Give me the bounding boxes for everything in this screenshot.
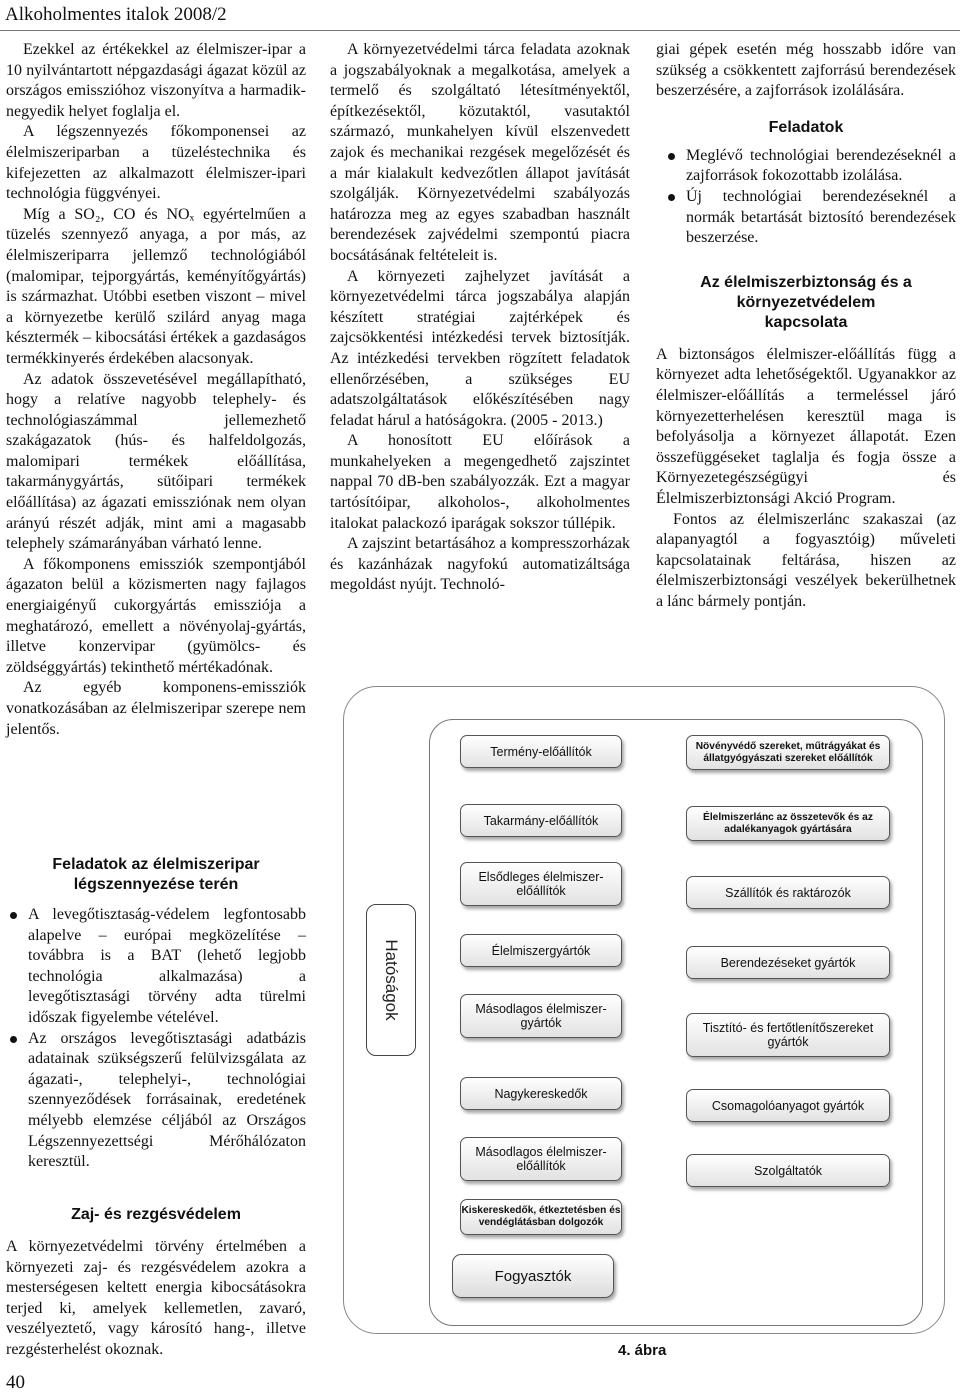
air-tasks-title: Feladatok az élelmiszeripar légszennyezése terén: [52, 856, 260, 893]
column-2: [330, 40, 630, 596]
chain-node: Csomagolóanyagot gyártók: [686, 1089, 890, 1122]
col1-paragraph: Ezekkel az értékekkel az élelmiszer-ipar a 10 nyilvántartott népgazdasági ágazat közül az országos emisszióhoz viszonyítva a harmadik-negyedik helyet foglalja el.: [6, 41, 306, 120]
col1-paragraph: Míg a SO₂, CO és NOₓ egyértelműen a tüzelés szennyező anyaga, a por más, az élelmiszeriparra jellemző technológiából (malomipar, tejporgyártás, keményítőgyártás) is származhat. Utóbbi esetben viszont – mivel a környezetbe kerülő szilárd anyag maga késztermék – kibocsátási értékek a gazdaságos termékkinyerés érdekében alacsonyak.: [6, 205, 306, 367]
figure-caption: 4. ábra: [618, 1342, 667, 1359]
chain-node: Berendezéseket gyártók: [686, 946, 890, 979]
chain-node: Szolgáltatók: [686, 1154, 890, 1187]
noise-section-title: Zaj- és rezgésvédelem: [71, 1206, 241, 1223]
bullet-icon: [668, 153, 675, 160]
air-tasks-box: [6, 855, 306, 1173]
col3-paragraph: Fontos az élelmiszerlánc szakaszai (az alapanyagtól a fogyasztóig) műveleti kapcsolatainak feltárása, hiszen az élelmiszerbiztonsági veszélyek bekerülhetnek a lánc bármely pontján.: [656, 510, 956, 610]
section-title: Az élelmiszerbiztonság és a környezetvédelem kapcsolata: [700, 273, 912, 331]
col1-paragraph: Az adatok összevetésével megállapítható, hogy a relatíve nagyobb telephely- és technológiaszámmal jellemezhető szakágazatok (hús- és halfeldolgozás, malomipari termékek előállítása, takarmánygyártás, sütőipari termékek előállítása) az ágazati emissziónak nem olyan arányú részét adják, mint ami a magasabb telephely számarányában várható lenne.: [6, 370, 306, 553]
authorities-box: [366, 904, 416, 1056]
list-item: [664, 146, 956, 187]
chain-node: Élelmiszergyártók: [460, 934, 622, 967]
air-tasks-list: [6, 905, 306, 1173]
running-header: [0, 0, 960, 31]
col3-paragraph: A biztonságos élelmiszer-előállítás függ a környezet adta lehetőségektől. Ugyanakkor az élelmiszer-előállítás a termeléssel járó környezetterhelésen keresztül maga is befolyásolja a környezet állapotát. Ezen összefüggéseket taglalja és fogja össze a Környezetegészségügyi és Élelmiszerbiztonsági Akció Program.: [656, 345, 956, 507]
list-item-text: A levegőtisztaság-védelem legfontosabb alapelve – európai megközelítése – továbbra is a BAT (lehető legjobb technológia alkalmazása) a levegőtisztasági törvény adta türelmi időszak figyelembe vételével.: [28, 906, 306, 1026]
tasks-title: Feladatok: [768, 118, 844, 136]
tasks-list: [656, 146, 956, 249]
chain-node: Élelmiszerlánc az összetevők és az adalékanyagok gyártására: [686, 806, 890, 841]
list-item: [6, 1029, 306, 1173]
col1-paragraph: A légszennyezés főkomponensei az élelmiszeriparban a tüzeléstechnika és kifejezetten az alkalmazott élelmiszer-ipari technológia függvényei.: [6, 123, 306, 203]
journal-title: Alkoholmentes italok 2008/2: [5, 4, 227, 25]
list-item-text: Az országos levegőtisztasági adatbázis adatainak szükségszerű felülvizsgálata az ágazati-, telephelyi-, technológiai szennyeződések forrásainak, eredetének mélyebb elemzése céljából az Országos Légszennyezettségi Mérőhálózaton keresztül.: [28, 1029, 306, 1171]
col2-paragraph: A honosított EU előírások a munkahelyeken a megengedhető zajszintet nappal 70 dB-ben szabályozzák. Ezt a magyar tartósítóipar, alkoholos-, alkoholmentes italokat palackozó iparágak sokszor túllépik.: [330, 432, 630, 532]
chain-node: Tisztító- és fertőtlenítőszereket gyártók: [686, 1013, 890, 1057]
bullet-icon: [10, 912, 17, 919]
col2-paragraph: A zajszint betartásához a kompresszorházak és kazánházak nagyfokú automatizáltsága megoldást nyújt. Technoló-: [330, 535, 630, 594]
list-item-text: Meglévő technológiai berendezéseknél a zajforrások fokozottabb izolálása.: [686, 146, 956, 185]
column-1: [6, 40, 306, 740]
list-item: [6, 905, 306, 1029]
page-number: 40: [6, 1372, 25, 1393]
col2-paragraph: A környezeti zajhelyzet javítását a környezetvédelmi tárca jogszabálya alapján készített stratégiai zajtérképek és zajcsökkentési intézkedési tervek biztosítják. Az intézkedési tervekben rögzített feladatok ellenőrzésében, a szükséges EU adatszolgáltatások előkészítésében nagy feladat hárul a hatóságokra. (2005 - 2013.): [330, 267, 630, 429]
chain-node: Szállítók és raktározók: [686, 876, 890, 909]
chain-node: Nagykereskedők: [460, 1077, 622, 1110]
column-3: [656, 40, 956, 612]
col1-paragraph: Az egyéb komponens-emissziók vonatkozásában az élelmiszeripar szerepe nem jelentős.: [6, 679, 306, 738]
list-item: [664, 187, 956, 249]
col3-paragraph: giai gépek esetén még hosszabb időre van szükség a csökkentett zajforrású berendezések beszerzésére, a zajforrások izolálására.: [656, 41, 956, 100]
chain-node: Kiskereskedők, étkeztetésben és vendéglátásban dolgozók: [460, 1199, 622, 1235]
food-chain-diagram: [343, 686, 960, 1336]
col2-paragraph: A környezetvédelmi tárca feladata azoknak a jogszabályoknak a megalkotása, amelyek a termelő és szolgáltató létesítményektől, építkezésektől, közutaktól, vasutaktól származó, munkahelyen kívül elszenvedett zajok és mechanikai rezgések megelőzését és a már kialakult kedvezőtlen állapot javítását szolgálják. Környezetvédelmi szabályozás határozza meg az egyes szabadban használt berendezések zajvédelmi szempontú piacra bocsátásának feltételeit is.: [330, 41, 630, 264]
noise-section: [6, 1205, 306, 1361]
chain-node: Termény-előállítók: [460, 735, 622, 768]
chain-node: Másodlagos élelmiszer-gyártók: [460, 994, 622, 1038]
consumer-node: Fogyasztók: [452, 1254, 614, 1298]
bullet-icon: [10, 1036, 17, 1043]
noise-paragraph: A környezetvédelmi törvény értelmében a környezeti zaj- és rezgésvédelem azokra a mesterségesen keltett energia kibocsátásokra terjed ki, amelyek kellemetlen, zavaró, veszélyeztető, vagy károsító hang-, illetve rezgésterhelést okoznak.: [6, 1238, 306, 1358]
chain-node: Takarmány-előállítók: [460, 804, 622, 837]
bullet-icon: [668, 194, 675, 201]
list-item-text: Új technológiai berendezéseknél a normák betartását biztosító berendezések beszerzése.: [686, 187, 956, 247]
chain-node: Növényvédő szereket, műtrágyákat és állatgyógyászati szereket előállítók: [686, 735, 890, 770]
chain-node: Elsődleges élelmiszer-előállítók: [460, 862, 622, 906]
authorities-label: Hatóságok: [382, 939, 401, 1021]
chain-node: Másodlagos élelmiszer-előállítók: [460, 1137, 622, 1181]
col1-paragraph: A főkomponens emissziók szempontjából ágazaton belül a közismerten nagy fajlagos energiaigényű cukorgyártás emissziója a meghatározó, emellett a növényolaj-gyártás, illetve konzervipar (gyümölcs- és zöldséggyártás) tekinthető mértékadónak.: [6, 555, 306, 676]
